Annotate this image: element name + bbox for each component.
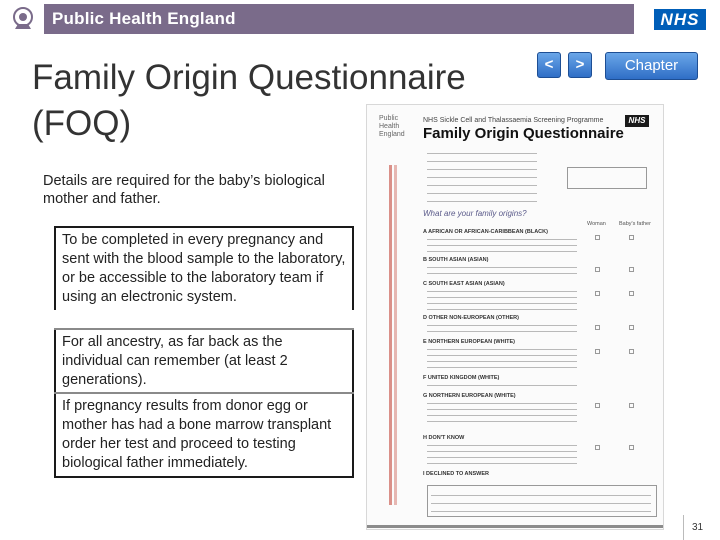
note-text: For all ancestry, as far back as the individual can remember (at least 2 generations).: [62, 334, 288, 388]
royal-crest-icon: [6, 5, 40, 33]
form-section: C SOUTH EAST ASIAN (ASIAN): [423, 281, 505, 287]
form-side-text-icon: [387, 165, 399, 515]
note-text: To be completed in every pregnancy and sent with the blood sample to the laboratory, or be accessible to the laboratory team if using an electronic system.: [62, 232, 346, 305]
next-slide-button[interactable]: >: [568, 52, 592, 78]
form-section: H DON'T KNOW: [423, 435, 465, 441]
header-bar: [0, 0, 720, 38]
col-father: Baby's father: [619, 221, 651, 227]
form-section: D OTHER NON-EUROPEAN (OTHER): [423, 315, 519, 321]
chapter-button[interactable]: Chapter: [605, 52, 698, 80]
form-programme: NHS Sickle Cell and Thalassaemia Screening Programme: [423, 117, 604, 124]
form-nhs-logo: NHS: [625, 115, 649, 127]
form-title: Family Origin Questionnaire: [423, 125, 624, 142]
form-section: G NORTHERN EUROPEAN (WHITE): [423, 393, 516, 399]
form-section: F UNITED KINGDOM (WHITE): [423, 375, 500, 381]
org-name: Public Health England: [52, 9, 236, 28]
nhs-logo: NHS: [654, 9, 706, 30]
intro-text: Details are required for the baby’s biological mother and father.: [43, 173, 325, 207]
questionnaire-form-image: [366, 104, 664, 530]
page-title: Family Origin Questionnaire (FOQ): [32, 58, 466, 143]
form-logo-text: Public Health England: [379, 115, 405, 138]
note-box-2: [54, 330, 354, 393]
note-box-1: [54, 226, 354, 310]
form-section: E NORTHERN EUROPEAN (WHITE): [423, 339, 515, 345]
page-number: 31: [692, 522, 704, 533]
note-box-3: [54, 394, 354, 478]
form-section: A AFRICAN OR AFRICAN-CARIBBEAN (BLACK): [423, 229, 548, 235]
corner-mark: [683, 515, 684, 540]
form-section: B SOUTH ASIAN (ASIAN): [423, 257, 489, 263]
form-question: What are your family origins?: [423, 209, 527, 218]
note-text: If pregnancy results from donor egg or mother has had a bone marrow transplant order her test and proceed to testing biological father immediately.: [62, 398, 332, 471]
form-section: I DECLINED TO ANSWER: [423, 471, 490, 477]
previous-slide-button[interactable]: <: [537, 52, 561, 78]
col-woman: Woman: [587, 221, 606, 227]
